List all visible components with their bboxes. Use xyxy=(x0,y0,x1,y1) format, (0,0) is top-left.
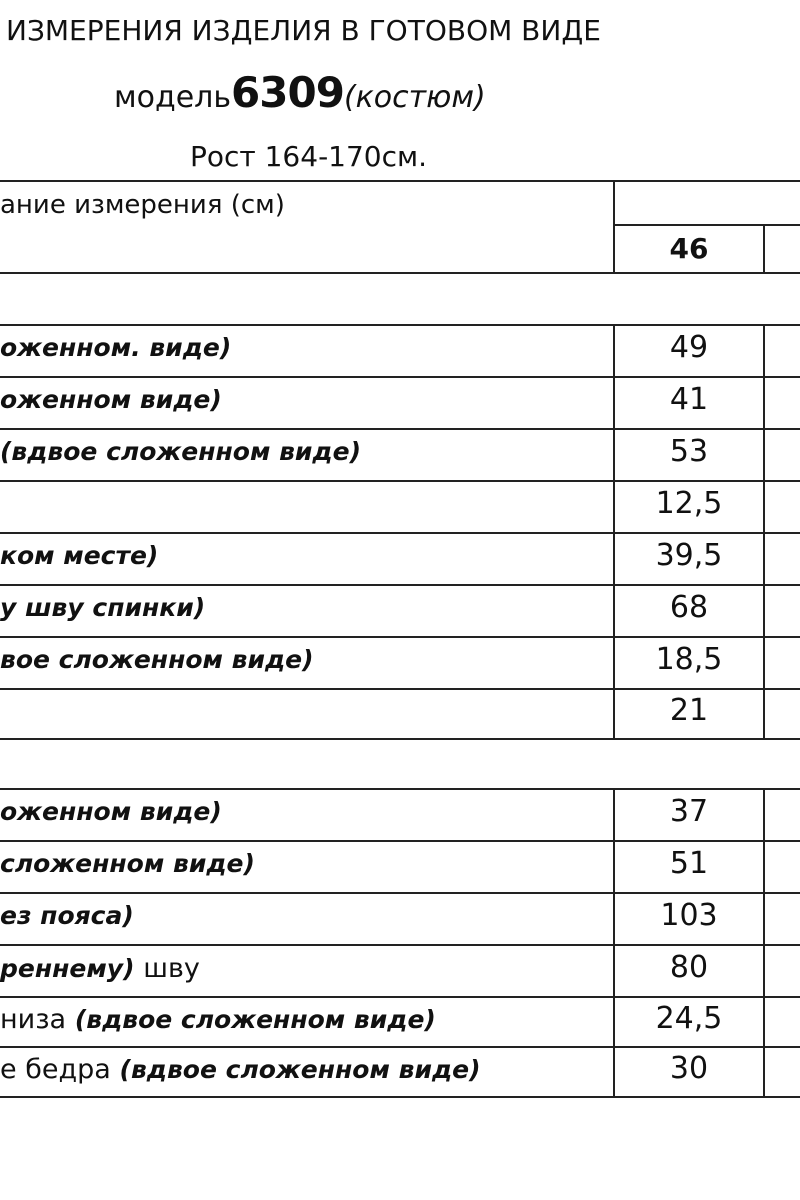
row-value-8: 37 xyxy=(669,794,709,829)
row-line-a2 xyxy=(0,428,800,430)
row-value-6: 18,5 xyxy=(655,642,723,677)
row-value-3: 12,5 xyxy=(655,486,723,521)
row-label-2: (вдвое сложенном виде) xyxy=(0,437,361,466)
row-label-10: ез пояса) xyxy=(0,901,134,930)
row-label-13: е бедра (вдвое сложенном виде) xyxy=(0,1054,481,1085)
row-label-8: оженном виде) xyxy=(0,797,222,826)
row-value-4: 39,5 xyxy=(655,538,723,573)
row-line-b2 xyxy=(0,892,800,894)
row-line-a3 xyxy=(0,480,800,482)
row-line-a0 xyxy=(0,324,800,326)
row-value-2: 53 xyxy=(669,434,709,469)
model-line xyxy=(114,68,486,117)
row-value-12: 24,5 xyxy=(655,1001,723,1036)
row-line-a8 xyxy=(0,738,800,740)
model-type: (костюм) xyxy=(343,80,486,115)
header-divider xyxy=(614,224,800,226)
table-border-top xyxy=(0,180,800,182)
row-line-b1 xyxy=(0,840,800,842)
model-number: 6309 xyxy=(231,68,344,117)
row-line-b4 xyxy=(0,996,800,998)
column-header-measurement: ание измерения (см) xyxy=(0,190,285,220)
row-label-6: вое сложенном виде) xyxy=(0,645,314,674)
col-line-b-right xyxy=(763,788,765,1096)
row-value-9: 51 xyxy=(669,846,709,881)
row-line-b0 xyxy=(0,788,800,790)
row-line-a5 xyxy=(0,584,800,586)
row-label-12: низа (вдвое сложенном виде) xyxy=(0,1004,436,1035)
row-label-4: ком месте) xyxy=(0,541,159,570)
row-value-10: 103 xyxy=(660,898,718,933)
row-label-0: оженном. виде) xyxy=(0,333,232,362)
row-value-0: 49 xyxy=(669,330,709,365)
row-line-b5 xyxy=(0,1046,800,1048)
row-value-11: 80 xyxy=(669,950,709,985)
model-prefix: модель xyxy=(114,80,232,115)
row-line-a6 xyxy=(0,636,800,638)
height-range: Рост 164-170см. xyxy=(190,140,428,173)
row-value-5: 68 xyxy=(669,590,709,625)
row-line-a4 xyxy=(0,532,800,534)
row-value-7: 21 xyxy=(669,693,709,728)
header-bottom xyxy=(0,272,800,274)
row-label-11: реннему) шву xyxy=(0,953,200,984)
size-header-46: 46 xyxy=(669,232,709,265)
row-value-13: 30 xyxy=(669,1051,709,1086)
row-line-b3 xyxy=(0,944,800,946)
row-label-5: у шву спинки) xyxy=(0,593,206,622)
col-line-b-left xyxy=(613,788,615,1096)
row-label-9: сложенном виде) xyxy=(0,849,255,878)
row-line-a1 xyxy=(0,376,800,378)
row-line-a7 xyxy=(0,688,800,690)
row-value-1: 41 xyxy=(669,382,709,417)
title-text: ИЗМЕРЕНИЯ ИЗДЕЛИЯ В ГОТОВОМ ВИДЕ xyxy=(6,14,601,47)
row-label-1: оженном виде) xyxy=(0,385,222,414)
row-line-b6 xyxy=(0,1096,800,1098)
